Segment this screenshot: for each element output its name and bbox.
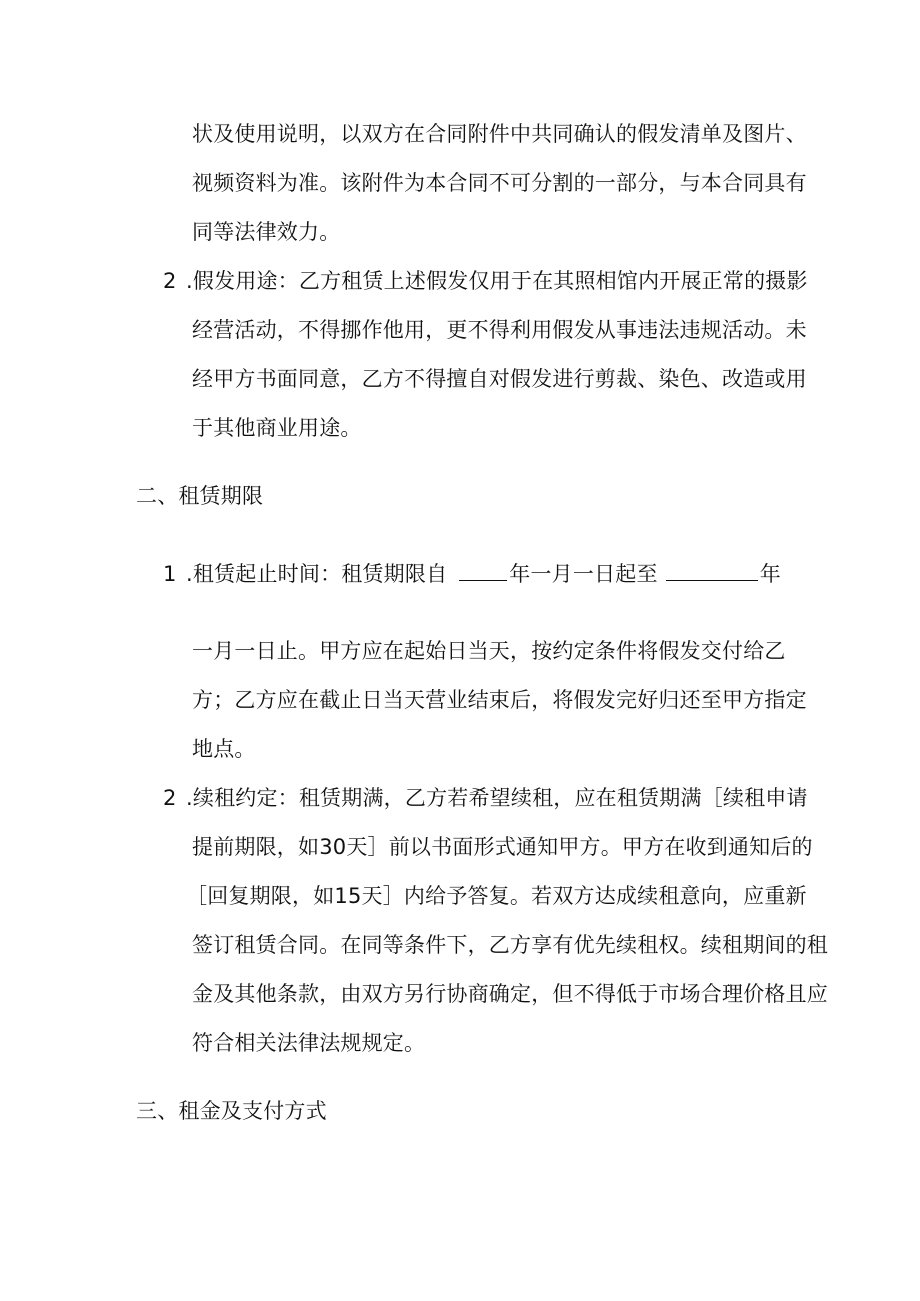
year-blank-end: [666, 560, 758, 581]
clause-text: 年: [759, 562, 781, 586]
paragraph-line: 经营活动，不得挪作他用，更不得利用假发从事违法违规活动。未: [192, 318, 807, 342]
item-number: 2: [163, 269, 177, 293]
paragraph-line: 视频资料为准。该附件为本合同不可分割的一部分，与本合同具有: [192, 171, 807, 195]
clause-text: 年一月一日起至: [509, 562, 658, 586]
paragraph-line: 一月一日止。甲方应在起始日当天，按约定条件将假发交付给乙: [192, 639, 786, 663]
paragraph-line: 经甲方书面同意，乙方不得擅自对假发进行剪裁、染色、改造或用: [192, 367, 807, 391]
paragraph-line: 状及使用说明，以双方在合同附件中共同确认的假发清单及图片、: [192, 122, 807, 146]
paragraph-line: .假发用途：乙方租赁上述假发仅用于在其照相馆内开展正常的摄影: [186, 269, 808, 293]
paragraph-line: 金及其他条款，由双方另行协商确定，但不得低于市场合理价格且应: [192, 982, 828, 1006]
section-heading: 二、租赁期限: [136, 484, 264, 508]
paragraph-line: 提前期限，如30天］前以书面形式通知甲方。甲方在收到通知后的: [192, 835, 813, 859]
section-heading: 三、租金及支付方式: [136, 1099, 327, 1123]
paragraph-line: 签订租赁合同。在同等条件下，乙方享有优先续租权。续租期间的租: [192, 933, 828, 957]
paragraph-line-with-blanks: [186, 560, 781, 588]
paragraph-line: 同等法律效力。: [192, 220, 341, 244]
year-blank-start: [459, 560, 507, 581]
item-number: 2: [163, 786, 177, 810]
paragraph-line: 方；乙方应在截止日当天营业结束后，将假发完好归还至甲方指定: [192, 688, 807, 712]
paragraph-line: 符合相关法律法规规定。: [192, 1031, 426, 1055]
paragraph-line: 于其他商业用途。: [192, 416, 362, 440]
paragraph-line: 地点。: [192, 737, 256, 761]
paragraph-line: .续租约定：租赁期满，乙方若希望续租，应在租赁期满［续租申请: [186, 786, 808, 810]
item-number: 1: [163, 562, 177, 586]
paragraph-line: ［回复期限，如15天］内给予答复。若双方达成续租意向，应重新: [186, 884, 807, 908]
clause-text: .租赁起止时间：租赁期限自: [186, 562, 448, 586]
